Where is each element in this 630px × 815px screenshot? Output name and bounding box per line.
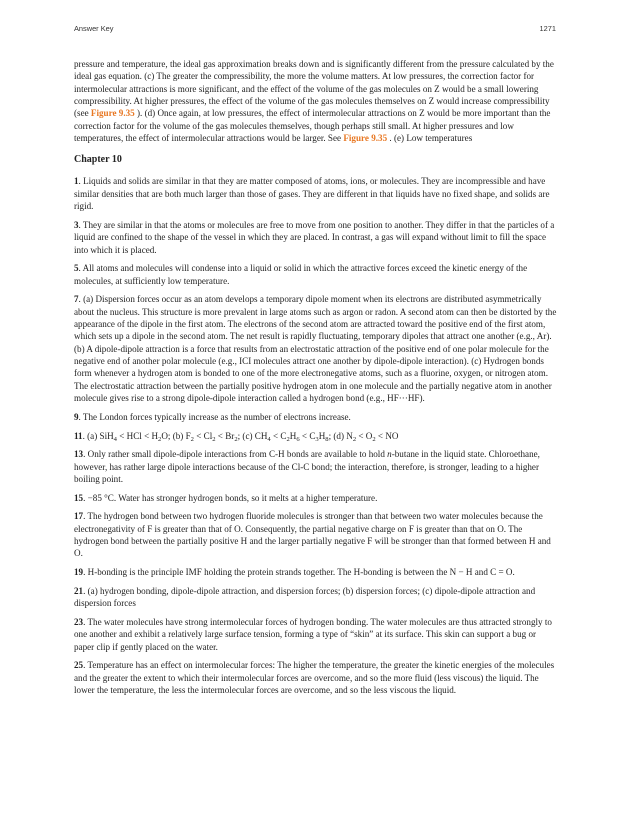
formula-text: SiH — [99, 430, 114, 441]
answer-number: 21 — [74, 585, 84, 596]
answer-number: 9 — [74, 411, 79, 422]
answer-text: . Only rather small dipole-dipole interactions from C-H bonds are available to hold — [83, 449, 388, 460]
subscript: 2 — [234, 435, 238, 443]
answer-number: 19 — [74, 567, 84, 578]
answer-text: . Liquids and solids are similar in that they are matter composed of atoms, ions, or molecules. They are incompressible and have similar densities that are both much larger than those of gases. They are different in that liquids have no fixed shape, and solids are rigid. — [74, 176, 550, 212]
answer-text: . They are similar in that the atoms or molecules are free to move from one position to another. They differ in that the particles of a liquid are confined to the shape of the vessel in which they are placed. In contrast, a gas will expand without limit to fill the space into which it is placed. — [74, 219, 555, 255]
answer-11 — [74, 430, 558, 442]
answer-text: . (a) Dispersion forces occur as an atom develops a temporary dipole moment when its electrons are distributed asymmetrically about the nucleus. This structure is more prevalent in large atoms such as argon or radon. A second atom can then be distorted by the appearance of the dipole in the first atom. The electrons of the second atom are attracted toward the positive end of the first atom, which sets up a dipole in the second atom. The net result is rapidly fluctuating, temporary dipoles that attract one another (e.g., Ar). (b) A dipole-dipole attraction is a force that results from an electrostatic attraction of the positive end of one polar molecule for the negative end of another polar molecule (e.g., ICI molecules attract one another by dipole-dipole interaction). (c) Hydrogen bonds form whenever a hydrogen atom is bonded to one of the more electronegative atoms, such as a fluorine, oxygen, or nitrogen atom. The electrostatic attraction between the partially positive hydrogen atom in one molecule and the partially negative atom in another molecule gives rise to a strong dipole-dipole interaction called a hydrogen bond (e.g., — [74, 294, 557, 404]
answer-17 — [74, 510, 558, 559]
formula-text: < Cl — [193, 430, 213, 441]
subscript: 2 — [190, 435, 194, 443]
answer-text: -butane in the liquid state. Chloroethane, however, has rather large dipole interactions because of the Cl-C bond; the interaction, therefore, is stronger, leading to a higher boiling point. — [74, 449, 540, 484]
answer-text: . (a) hydrogen bonding, dipole-dipole attraction, and dispersion forces; (b) dispersion forces; (c) dipole-dipole attraction and dispersion forces — [74, 585, 536, 609]
formula-text: < Br — [215, 430, 235, 441]
chapter-heading: Chapter 10 — [74, 154, 122, 166]
subscript: 6 — [296, 435, 300, 443]
answer-number: 5 — [74, 263, 79, 274]
subscript: 8 — [325, 435, 329, 443]
answer-text: . The hydrogen bond between two hydrogen fluoride molecules is stronger than that between two water molecules because the electronegativity of F is greater than that of O. Consequently, the partial negative charge on F is greater than that on O. The hydrogen bond between the partially positive H and the larger partially negative F will be stronger than that formed between H and O. — [74, 511, 551, 559]
answer-text-end: . — [512, 567, 515, 578]
formula-text: < O — [356, 430, 373, 441]
intro-text-2: ). (d) Once again, at low pressures, the effect of intermolecular attractions on Z would be more important than the correction factor for the volume of the gas molecules themselves, though perhaps still small. At higher pressures and low temperatures, the effect of intermolecular attractions would be larger. See — [74, 108, 551, 144]
answer-text-end: ). — [419, 393, 425, 404]
answer-number: 11 — [74, 430, 83, 441]
answer-19 — [74, 566, 558, 578]
subscript: 2 — [158, 435, 162, 443]
intro-paragraph — [74, 58, 558, 144]
math-formula: C = O — [490, 567, 513, 578]
answer-text: . The water molecules have strong intermolecular forces of hydrogen bonding. The water molecules are thus attracted strongly to one another and exhibit a relatively large surface tension, forming a type of “skin” at its surface. This skin can support a bug or paper clip if gently placed on the water. — [74, 617, 552, 652]
subscript: 2 — [372, 435, 376, 443]
answer-number: 23 — [74, 617, 84, 628]
answer-number: 13 — [74, 449, 84, 460]
answer-text: . The London forces typically increase as the number of electrons increase. — [78, 411, 351, 422]
answer-3 — [74, 219, 558, 256]
answer-text: . H-bonding is the principle IMF holding the protein strands together. The H-bonding is between the — [83, 567, 450, 578]
intro-text-1: pressure and temperature, the ideal gas approximation breaks down and is significantly different from the pressure calculated by the ideal gas equation. (c) The greater the compressibility, the more the volume matters. At low pressures, the correction factor for intermolecular attractions is more significant, and the effect of the volume of the gas molecules on Z would be a small lowering compressibility. At higher pressures, the effect of the volume of the gas molecules themselves on Z would increase compressibility (see — [74, 59, 554, 119]
intro-text-3: . (e) Low temperatures — [387, 133, 473, 144]
answer-number: 15 — [74, 492, 84, 503]
formula-text: ; (c) CH — [237, 430, 268, 441]
answer-number: 17 — [74, 511, 84, 522]
figure-link[interactable]: Figure 9.35 — [343, 133, 388, 144]
subscript: 2 — [286, 435, 290, 443]
answer-number: 25 — [74, 660, 84, 671]
formula-text: ; (d) N — [328, 430, 353, 441]
answer-15 — [74, 492, 558, 504]
answer-text: . (a) — [82, 430, 100, 441]
page-body — [74, 58, 558, 703]
formula-text: < NO — [375, 430, 399, 441]
formula-text: H — [318, 430, 326, 441]
formula-text: < C — [270, 430, 287, 441]
formula-text: < HCl < H — [116, 430, 159, 441]
subscript: 2 — [212, 435, 216, 443]
formula-text: O; (b) F — [161, 430, 191, 441]
answer-7 — [74, 293, 558, 404]
italic-text: n — [387, 449, 392, 460]
math-formula: HF···HF — [387, 393, 420, 404]
answer-number: 1 — [74, 176, 79, 187]
subscript: 2 — [352, 435, 357, 443]
answer-text: . −85 °C. Water has stronger hydrogen bonds, so it melts at a higher temperature. — [83, 492, 378, 503]
answer-13 — [74, 448, 558, 485]
answer-21 — [74, 585, 558, 610]
figure-link[interactable]: Figure 9.35 — [90, 108, 135, 119]
answer-text: and — [472, 567, 491, 578]
formula-text: H — [289, 430, 297, 441]
answer-1 — [74, 175, 558, 212]
answer-23 — [74, 616, 558, 653]
answer-number: 3 — [74, 219, 79, 230]
running-header-title: Answer Key — [74, 24, 114, 33]
subscript: 4 — [267, 435, 271, 443]
answer-number: 7 — [74, 294, 79, 305]
answer-5 — [74, 262, 558, 287]
subscript: 3 — [315, 435, 319, 443]
subscript: 4 — [113, 435, 117, 443]
answer-9 — [74, 411, 558, 423]
answer-text: . Temperature has an effect on intermolecular forces: The higher the temperature, the greater the kinetic energies of the molecules and the greater the extent to which their intermolecular forces are overcome, and so the more fluid (less viscous) the liquid. The lower the temperature, the less the intermolecular forces are overcome, and so the less viscous the liquid. — [74, 660, 555, 696]
answer-25 — [74, 659, 558, 696]
page-header — [74, 24, 556, 36]
formula-text: < C — [299, 430, 316, 441]
answer-text: . All atoms and molecules will condense into a liquid or solid in which the attractive forces exceed the kinetic energy of the molecules, at sufficiently low temperature. — [74, 263, 528, 286]
math-formula: N − H — [449, 567, 473, 578]
page-number: 1271 — [539, 24, 556, 33]
